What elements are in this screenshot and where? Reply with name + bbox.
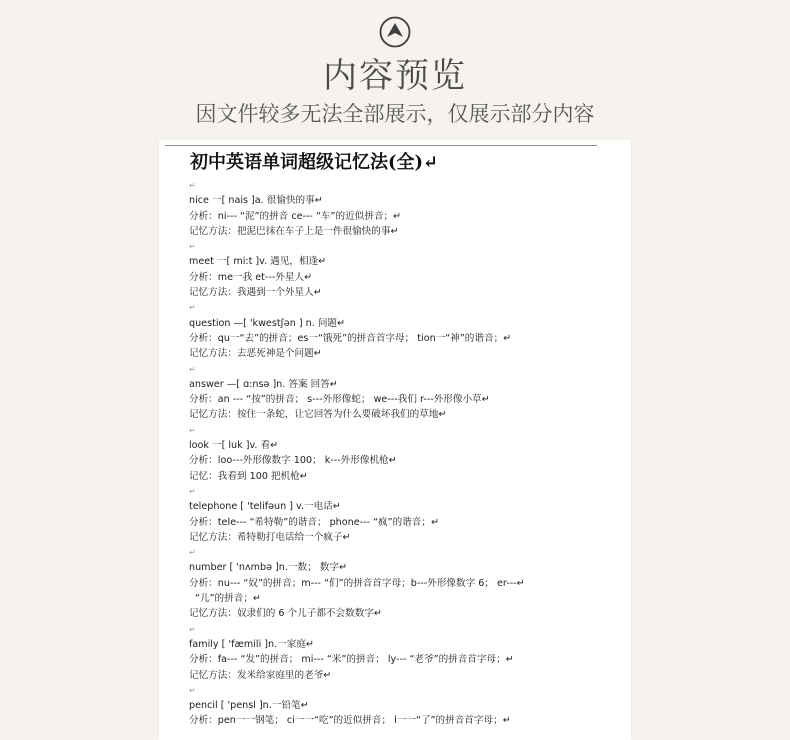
empty-line: ↵ (189, 242, 196, 252)
document-line: 分析：fa--- “发”的拼音； mi--- “米”的拼音； ly--- “老爷”的拼音首字母；↵ (189, 654, 514, 666)
empty-line: ↵ (189, 181, 196, 190)
document-line: 记忆方法：按住一条蛇，让它回答为什么要破坏我们的草地↵ (189, 409, 447, 421)
empty-line: ↵ (189, 486, 196, 496)
empty-line: ↵ (189, 364, 196, 374)
document-line: 记忆方法：发米给家庭里的老爷↵ (189, 669, 332, 681)
document-line: 分析：an --- “按”的拼音； s---外形像蛇； we---我们 r---外形像小草↵ (189, 394, 490, 406)
document-line: look 一[ luk ]v. 看↵ (189, 440, 279, 452)
document-line: 记忆方法：去恶死神是个问题↵ (189, 348, 322, 360)
document-line: question —[ 'kwestʃən ] n. 问题↵ (189, 317, 346, 329)
empty-line: ↵ (189, 303, 196, 313)
page-subtitle: 因文件较多无法全部展示，仅展示部分内容 (195, 102, 595, 126)
header-rule (165, 145, 597, 146)
empty-line: ↵ (189, 548, 196, 558)
document-line: 分析：pen一一钢笔； ci一一“吃”的近似拼音； l一一“了”的拼音首字母；↵ (189, 715, 511, 727)
document-line: 记忆方法：我遇到一个外星人↵ (189, 287, 322, 299)
document-line: nice 一[ nais ]a. 很愉快的事↵ (189, 195, 323, 207)
document-title: 初中英语单词超级记忆法(全)↵ (190, 152, 439, 173)
empty-line: ↵ (189, 685, 196, 695)
document-line: 记忆方法：把泥巴抹在车子上是一件很愉快的事↵ (189, 225, 399, 237)
document-body (189, 178, 619, 729)
document-line: 分析：nu--- “奴”的拼音；m--- “们”的拼音首字母；b---外形像数字 6； er---↵ (189, 577, 525, 589)
document-line: answer —[ ɑ:nsə ]n. 答案 回答↵ (189, 378, 338, 390)
document-line: family [ 'fæmili ]n.一家庭↵ (189, 638, 314, 650)
document-line: meet 一[ mi:t ]v. 遇见，相逢↵ (189, 256, 327, 268)
document-line: pencil [ 'pensl ]n.一铅笔↵ (189, 700, 309, 712)
document-line: 分析：tele--- “希特勒”的谐音； phone--- “疯”的谐音；↵ (189, 516, 439, 528)
empty-line: ↵ (189, 624, 196, 634)
upload-arrow-icon (379, 16, 411, 48)
document-line: 记忆方法：希特勒打电话给一个疯子↵ (189, 531, 351, 543)
document-line: telephone [ 'telifəun ] v.一电话↵ (189, 501, 341, 513)
document-line: 记忆：我看到 100 把机枪↵ (189, 470, 308, 482)
document-line: 分析：qu一“去”的拼音；es一“饿死”的拼音首字母； tion一“神”的谐音；↵ (189, 332, 512, 344)
document-line: 分析：ni--- “泥”的拼音 ce--- “车”的近似拼音；↵ (189, 210, 402, 222)
empty-line: ↵ (189, 425, 196, 435)
document-line: 分析：loo---外形像数字 100； k---外形像机枪↵ (189, 455, 397, 467)
page-title: 内容预览 (323, 56, 467, 96)
document-line: 分析：me一我 et---外星人↵ (189, 271, 313, 283)
preview-header (0, 0, 790, 140)
document-line: 记忆方法：奴隶们的 6 个儿子都不会数数字↵ (189, 608, 382, 620)
document-line: number [ 'nʌmbə ]n.一数； 数字↵ (189, 562, 347, 574)
document-line: “儿”的拼音；↵ (195, 593, 261, 605)
document-preview[interactable] (159, 140, 631, 740)
